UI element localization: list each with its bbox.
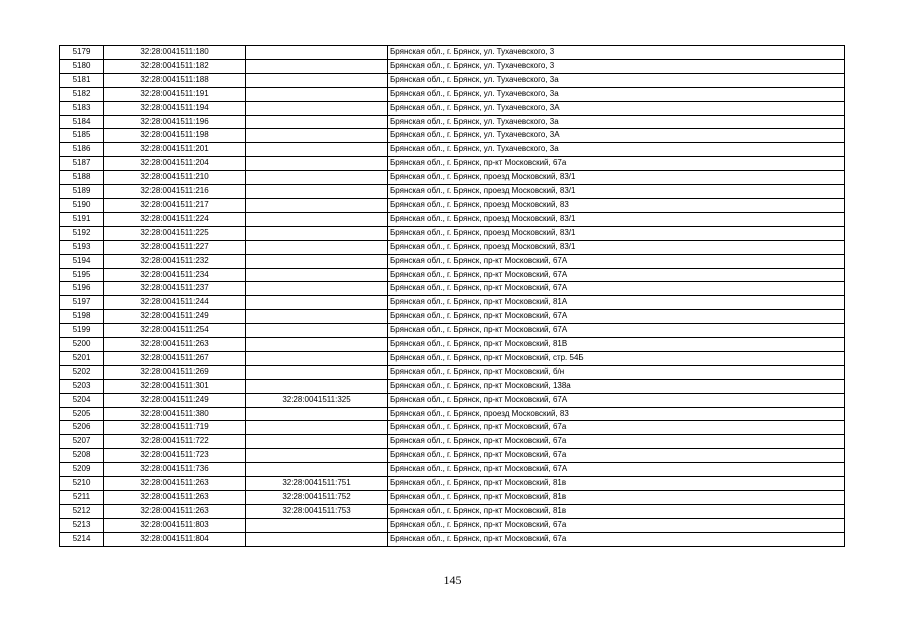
- linked-cadastral-number-cell: [246, 46, 388, 60]
- address-cell: Брянская обл., г. Брянск, проезд Московский, 83/1: [388, 212, 845, 226]
- cadastral-number-cell: 32:28:0041511:198: [104, 129, 246, 143]
- address-cell: Брянская обл., г. Брянск, пр-кт Московский, б/н: [388, 365, 845, 379]
- cadastral-number-cell: 32:28:0041511:234: [104, 268, 246, 282]
- table-row: [60, 240, 845, 254]
- linked-cadastral-number-cell: [246, 296, 388, 310]
- table-row: [60, 351, 845, 365]
- cadastral-number-cell: 32:28:0041511:263: [104, 491, 246, 505]
- row-number-cell: 5186: [60, 143, 104, 157]
- cadastral-number-cell: 32:28:0041511:217: [104, 198, 246, 212]
- address-cell: Брянская обл., г. Брянск, проезд Московский, 83/1: [388, 240, 845, 254]
- cadastral-number-cell: 32:28:0041511:216: [104, 185, 246, 199]
- address-cell: Брянская обл., г. Брянск, пр-кт Московский, стр. 54Б: [388, 351, 845, 365]
- address-cell: Брянская обл., г. Брянск, проезд Московский, 83/1: [388, 171, 845, 185]
- table-row: [60, 129, 845, 143]
- table-row: [60, 532, 845, 546]
- address-cell: Брянская обл., г. Брянск, пр-кт Московский, 67А: [388, 282, 845, 296]
- linked-cadastral-number-cell: 32:28:0041511:752: [246, 491, 388, 505]
- linked-cadastral-number-cell: [246, 379, 388, 393]
- cadastral-number-cell: 32:28:0041511:232: [104, 254, 246, 268]
- address-cell: Брянская обл., г. Брянск, проезд Московский, 83/1: [388, 226, 845, 240]
- table-row: [60, 477, 845, 491]
- cadastral-number-cell: 32:28:0041511:263: [104, 338, 246, 352]
- table-row: [60, 226, 845, 240]
- linked-cadastral-number-cell: [246, 324, 388, 338]
- linked-cadastral-number-cell: [246, 463, 388, 477]
- cadastral-number-cell: 32:28:0041511:723: [104, 449, 246, 463]
- table-row: [60, 324, 845, 338]
- address-cell: Брянская обл., г. Брянск, пр-кт Московский, 81А: [388, 296, 845, 310]
- cadastral-number-cell: 32:28:0041511:249: [104, 393, 246, 407]
- linked-cadastral-number-cell: [246, 226, 388, 240]
- linked-cadastral-number-cell: [246, 338, 388, 352]
- address-cell: Брянская обл., г. Брянск, пр-кт Московский, 67А: [388, 393, 845, 407]
- address-cell: Брянская обл., г. Брянск, пр-кт Московский, 81в: [388, 504, 845, 518]
- cadastral-number-cell: 32:28:0041511:210: [104, 171, 246, 185]
- row-number-cell: 5183: [60, 101, 104, 115]
- linked-cadastral-number-cell: [246, 421, 388, 435]
- cadastral-number-cell: 32:28:0041511:380: [104, 407, 246, 421]
- row-number-cell: 5198: [60, 310, 104, 324]
- cadastral-number-cell: 32:28:0041511:204: [104, 157, 246, 171]
- table-row: [60, 157, 845, 171]
- cadastral-number-cell: 32:28:0041511:201: [104, 143, 246, 157]
- cadastral-number-cell: 32:28:0041511:722: [104, 435, 246, 449]
- cadastral-number-cell: 32:28:0041511:180: [104, 46, 246, 60]
- row-number-cell: 5214: [60, 532, 104, 546]
- address-cell: Брянская обл., г. Брянск, пр-кт Московский, 67а: [388, 421, 845, 435]
- cadastral-number-cell: 32:28:0041511:269: [104, 365, 246, 379]
- row-number-cell: 5180: [60, 59, 104, 73]
- row-number-cell: 5187: [60, 157, 104, 171]
- row-number-cell: 5200: [60, 338, 104, 352]
- cadastral-number-cell: 32:28:0041511:719: [104, 421, 246, 435]
- table-row: [60, 491, 845, 505]
- table-row: [60, 87, 845, 101]
- cadastral-number-cell: 32:28:0041511:736: [104, 463, 246, 477]
- table-row: [60, 73, 845, 87]
- table-row: [60, 393, 845, 407]
- page-number: 145: [443, 573, 462, 587]
- linked-cadastral-number-cell: [246, 185, 388, 199]
- address-cell: Брянская обл., г. Брянск, пр-кт Московский, 67А: [388, 310, 845, 324]
- address-cell: Брянская обл., г. Брянск, пр-кт Московский, 67А: [388, 463, 845, 477]
- row-number-cell: 5189: [60, 185, 104, 199]
- table-row: [60, 518, 845, 532]
- cadastral-number-cell: 32:28:0041511:237: [104, 282, 246, 296]
- address-cell: Брянская обл., г. Брянск, ул. Тухачевского, 3а: [388, 87, 845, 101]
- linked-cadastral-number-cell: [246, 254, 388, 268]
- table-row: [60, 185, 845, 199]
- cadastral-number-cell: 32:28:0041511:196: [104, 115, 246, 129]
- table-row: [60, 143, 845, 157]
- address-cell: Брянская обл., г. Брянск, пр-кт Московский, 67А: [388, 324, 845, 338]
- address-cell: Брянская обл., г. Брянск, ул. Тухачевского, 3а: [388, 73, 845, 87]
- table-row: [60, 254, 845, 268]
- row-number-cell: 5179: [60, 46, 104, 60]
- row-number-cell: 5213: [60, 518, 104, 532]
- row-number-cell: 5203: [60, 379, 104, 393]
- cadastral-number-cell: 32:28:0041511:224: [104, 212, 246, 226]
- cadastral-number-cell: 32:28:0041511:244: [104, 296, 246, 310]
- cadastral-number-cell: 32:28:0041511:182: [104, 59, 246, 73]
- table-row: [60, 296, 845, 310]
- cadastral-number-cell: 32:28:0041511:191: [104, 87, 246, 101]
- cadastral-number-cell: 32:28:0041511:249: [104, 310, 246, 324]
- address-cell: Брянская обл., г. Брянск, ул. Тухачевского, 3А: [388, 101, 845, 115]
- address-cell: Брянская обл., г. Брянск, проезд Московский, 83: [388, 198, 845, 212]
- row-number-cell: 5207: [60, 435, 104, 449]
- address-cell: Брянская обл., г. Брянск, пр-кт Московский, 67А: [388, 268, 845, 282]
- row-number-cell: 5181: [60, 73, 104, 87]
- row-number-cell: 5209: [60, 463, 104, 477]
- address-cell: Брянская обл., г. Брянск, ул. Тухачевского, 3: [388, 46, 845, 60]
- row-number-cell: 5196: [60, 282, 104, 296]
- linked-cadastral-number-cell: [246, 101, 388, 115]
- address-cell: Брянская обл., г. Брянск, проезд Московский, 83: [388, 407, 845, 421]
- address-cell: Брянская обл., г. Брянск, ул. Тухачевского, 3а: [388, 115, 845, 129]
- linked-cadastral-number-cell: [246, 129, 388, 143]
- linked-cadastral-number-cell: [246, 282, 388, 296]
- row-number-cell: 5202: [60, 365, 104, 379]
- table-row: [60, 463, 845, 477]
- cadastral-number-cell: 32:28:0041511:267: [104, 351, 246, 365]
- table-row: [60, 171, 845, 185]
- table-row: [60, 379, 845, 393]
- row-number-cell: 5190: [60, 198, 104, 212]
- row-number-cell: 5182: [60, 87, 104, 101]
- table-row: [60, 421, 845, 435]
- address-cell: Брянская обл., г. Брянск, пр-кт Московский, 67а: [388, 518, 845, 532]
- row-number-cell: 5210: [60, 477, 104, 491]
- row-number-cell: 5185: [60, 129, 104, 143]
- cadastral-number-cell: 32:28:0041511:188: [104, 73, 246, 87]
- cadastral-number-cell: 32:28:0041511:194: [104, 101, 246, 115]
- table-row: [60, 115, 845, 129]
- cadastral-number-cell: 32:28:0041511:254: [104, 324, 246, 338]
- address-cell: Брянская обл., г. Брянск, пр-кт Московский, 81В: [388, 338, 845, 352]
- linked-cadastral-number-cell: [246, 198, 388, 212]
- address-cell: Брянская обл., г. Брянск, ул. Тухачевского, 3: [388, 59, 845, 73]
- row-number-cell: 5193: [60, 240, 104, 254]
- address-cell: Брянская обл., г. Брянск, ул. Тухачевского, 3а: [388, 143, 845, 157]
- table-row: [60, 338, 845, 352]
- table-row: [60, 282, 845, 296]
- property-register-table: [59, 45, 845, 547]
- row-number-cell: 5206: [60, 421, 104, 435]
- address-cell: Брянская обл., г. Брянск, пр-кт Московский, 81в: [388, 477, 845, 491]
- row-number-cell: 5194: [60, 254, 104, 268]
- cadastral-number-cell: 32:28:0041511:301: [104, 379, 246, 393]
- table-row: [60, 198, 845, 212]
- linked-cadastral-number-cell: [246, 212, 388, 226]
- linked-cadastral-number-cell: [246, 157, 388, 171]
- linked-cadastral-number-cell: [246, 59, 388, 73]
- linked-cadastral-number-cell: [246, 73, 388, 87]
- address-cell: Брянская обл., г. Брянск, пр-кт Московский, 81в: [388, 491, 845, 505]
- row-number-cell: 5205: [60, 407, 104, 421]
- table-row: [60, 212, 845, 226]
- table-row: [60, 46, 845, 60]
- table-body: [60, 46, 845, 547]
- linked-cadastral-number-cell: [246, 171, 388, 185]
- table-row: [60, 59, 845, 73]
- address-cell: Брянская обл., г. Брянск, пр-кт Московский, 67а: [388, 157, 845, 171]
- cadastral-number-cell: 32:28:0041511:263: [104, 477, 246, 491]
- linked-cadastral-number-cell: [246, 518, 388, 532]
- row-number-cell: 5197: [60, 296, 104, 310]
- table-row: [60, 101, 845, 115]
- linked-cadastral-number-cell: [246, 351, 388, 365]
- row-number-cell: 5208: [60, 449, 104, 463]
- cadastral-number-cell: 32:28:0041511:227: [104, 240, 246, 254]
- row-number-cell: 5188: [60, 171, 104, 185]
- cadastral-number-cell: 32:28:0041511:803: [104, 518, 246, 532]
- linked-cadastral-number-cell: [246, 532, 388, 546]
- address-cell: Брянская обл., г. Брянск, пр-кт Московский, 67А: [388, 254, 845, 268]
- linked-cadastral-number-cell: 32:28:0041511:753: [246, 504, 388, 518]
- table-row: [60, 407, 845, 421]
- linked-cadastral-number-cell: [246, 365, 388, 379]
- row-number-cell: 5199: [60, 324, 104, 338]
- cadastral-number-cell: 32:28:0041511:263: [104, 504, 246, 518]
- linked-cadastral-number-cell: [246, 310, 388, 324]
- table-row: [60, 310, 845, 324]
- row-number-cell: 5211: [60, 491, 104, 505]
- linked-cadastral-number-cell: [246, 407, 388, 421]
- linked-cadastral-number-cell: [246, 143, 388, 157]
- address-cell: Брянская обл., г. Брянск, пр-кт Московский, 67а: [388, 532, 845, 546]
- table-row: [60, 435, 845, 449]
- address-cell: Брянская обл., г. Брянск, пр-кт Московский, 67а: [388, 435, 845, 449]
- linked-cadastral-number-cell: [246, 240, 388, 254]
- row-number-cell: 5184: [60, 115, 104, 129]
- row-number-cell: 5195: [60, 268, 104, 282]
- address-cell: Брянская обл., г. Брянск, пр-кт Московский, 138а: [388, 379, 845, 393]
- cadastral-number-cell: 32:28:0041511:225: [104, 226, 246, 240]
- address-cell: Брянская обл., г. Брянск, пр-кт Московский, 67а: [388, 449, 845, 463]
- table-row: [60, 504, 845, 518]
- linked-cadastral-number-cell: [246, 449, 388, 463]
- cadastral-number-cell: 32:28:0041511:804: [104, 532, 246, 546]
- linked-cadastral-number-cell: 32:28:0041511:325: [246, 393, 388, 407]
- linked-cadastral-number-cell: [246, 87, 388, 101]
- linked-cadastral-number-cell: [246, 115, 388, 129]
- linked-cadastral-number-cell: [246, 268, 388, 282]
- table-row: [60, 365, 845, 379]
- row-number-cell: 5191: [60, 212, 104, 226]
- row-number-cell: 5201: [60, 351, 104, 365]
- address-cell: Брянская обл., г. Брянск, ул. Тухачевского, 3А: [388, 129, 845, 143]
- row-number-cell: 5192: [60, 226, 104, 240]
- table-row: [60, 268, 845, 282]
- linked-cadastral-number-cell: [246, 435, 388, 449]
- table-row: [60, 449, 845, 463]
- linked-cadastral-number-cell: 32:28:0041511:751: [246, 477, 388, 491]
- address-cell: Брянская обл., г. Брянск, проезд Московский, 83/1: [388, 185, 845, 199]
- row-number-cell: 5204: [60, 393, 104, 407]
- row-number-cell: 5212: [60, 504, 104, 518]
